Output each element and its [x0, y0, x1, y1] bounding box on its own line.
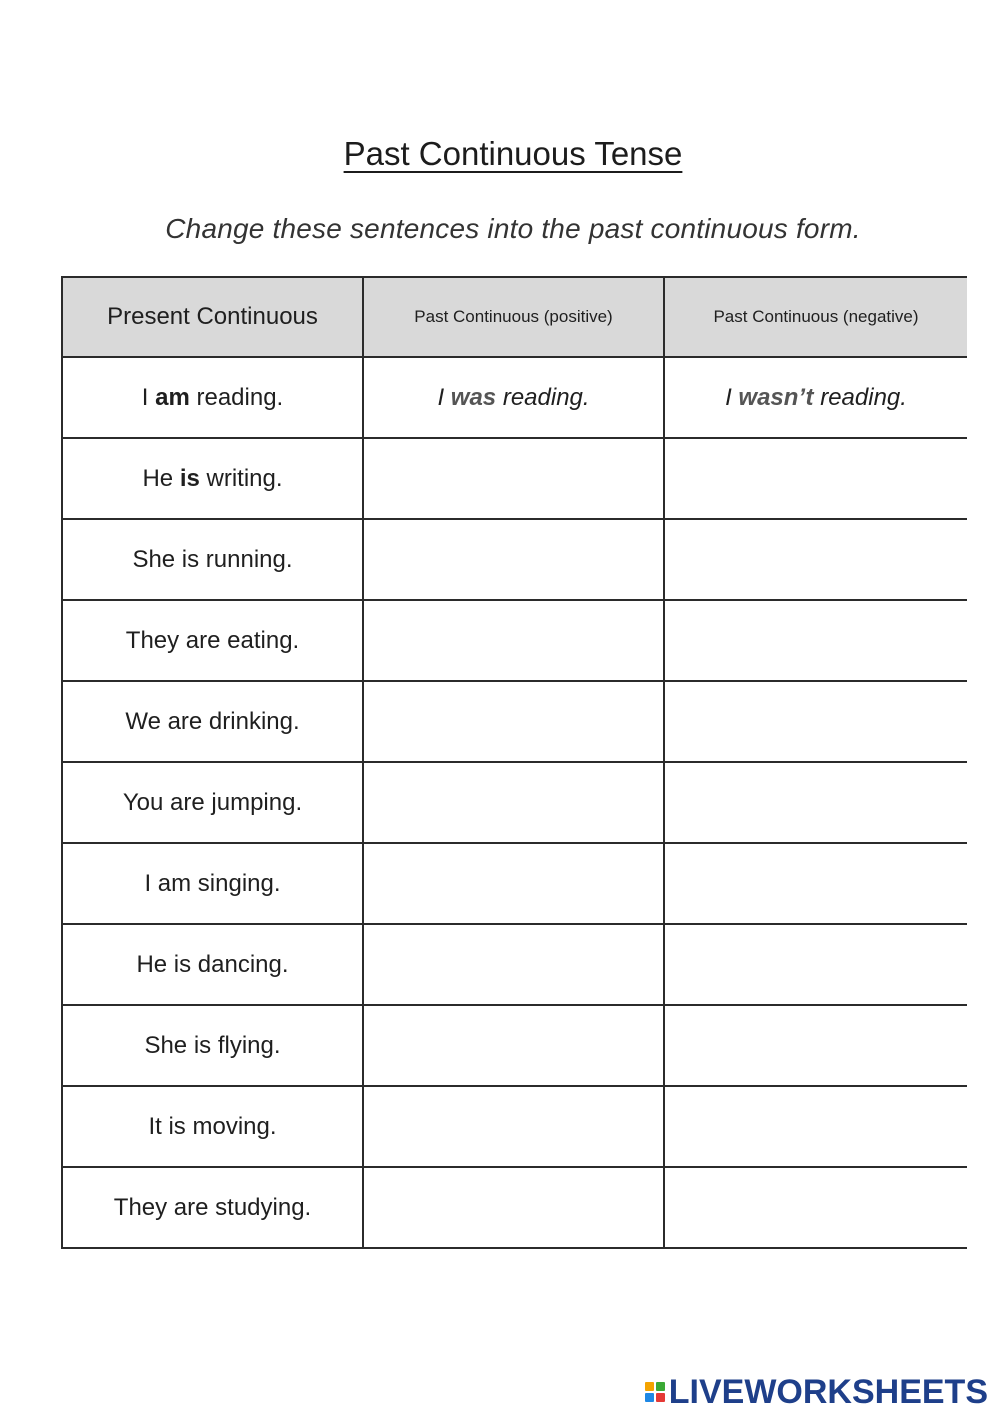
answer-negative-cell[interactable] [664, 924, 967, 1005]
answer-positive-cell[interactable] [363, 1086, 664, 1167]
table-row [62, 843, 967, 924]
present-continuous-sentence: He is writing. [62, 438, 363, 519]
answer-negative-cell[interactable] [664, 1005, 967, 1086]
answer-positive-cell[interactable] [363, 1005, 664, 1086]
answer-positive-cell[interactable] [363, 1167, 664, 1248]
present-continuous-sentence: She is running. [62, 519, 363, 600]
table-row [62, 1086, 967, 1167]
table-row [62, 519, 967, 600]
header-present-continuous: Present Continuous [62, 277, 363, 357]
present-continuous-sentence: They are eating. [62, 600, 363, 681]
example-positive: I was reading. [363, 357, 664, 438]
answer-positive-cell[interactable] [363, 438, 664, 519]
present-continuous-sentence: They are studying. [62, 1167, 363, 1248]
present-continuous-sentence: It is moving. [62, 1086, 363, 1167]
answer-positive-cell[interactable] [363, 843, 664, 924]
exercise-table [61, 276, 967, 1249]
table-row [62, 924, 967, 1005]
present-continuous-sentence: You are jumping. [62, 762, 363, 843]
table-row [62, 1005, 967, 1086]
answer-positive-cell[interactable] [363, 519, 664, 600]
example-row [62, 357, 967, 438]
liveworksheets-logo-icon [645, 1382, 665, 1402]
table-row [62, 681, 967, 762]
present-continuous-sentence: I am singing. [62, 843, 363, 924]
page-title: Past Continuous Tense [343, 135, 683, 172]
answer-positive-cell[interactable] [363, 600, 664, 681]
answer-positive-cell[interactable] [363, 924, 664, 1005]
present-continuous-sentence: We are drinking. [62, 681, 363, 762]
answer-negative-cell[interactable] [664, 1086, 967, 1167]
table-header-row [62, 277, 967, 357]
answer-negative-cell[interactable] [664, 843, 967, 924]
answer-negative-cell[interactable] [664, 1167, 967, 1248]
liveworksheets-logo [645, 1372, 988, 1412]
instruction-text: Change these sentences into the past continuous form. [165, 213, 861, 244]
answer-positive-cell[interactable] [363, 762, 664, 843]
example-negative: I wasn’t reading. [664, 357, 967, 438]
header-past-negative: Past Continuous (negative) [664, 277, 967, 357]
example-present: I am reading. [62, 357, 363, 438]
present-continuous-sentence: She is flying. [62, 1005, 363, 1086]
answer-negative-cell[interactable] [664, 762, 967, 843]
answer-negative-cell[interactable] [664, 438, 967, 519]
table-row [62, 762, 967, 843]
answer-negative-cell[interactable] [664, 519, 967, 600]
answer-positive-cell[interactable] [363, 681, 664, 762]
answer-negative-cell[interactable] [664, 600, 967, 681]
table-row [62, 1167, 967, 1248]
present-continuous-sentence: He is dancing. [62, 924, 363, 1005]
logo-text: LIVEWORKSHEETS [668, 1372, 988, 1411]
header-past-positive: Past Continuous (positive) [363, 277, 664, 357]
table-row [62, 438, 967, 519]
answer-negative-cell[interactable] [664, 681, 967, 762]
table-row [62, 600, 967, 681]
